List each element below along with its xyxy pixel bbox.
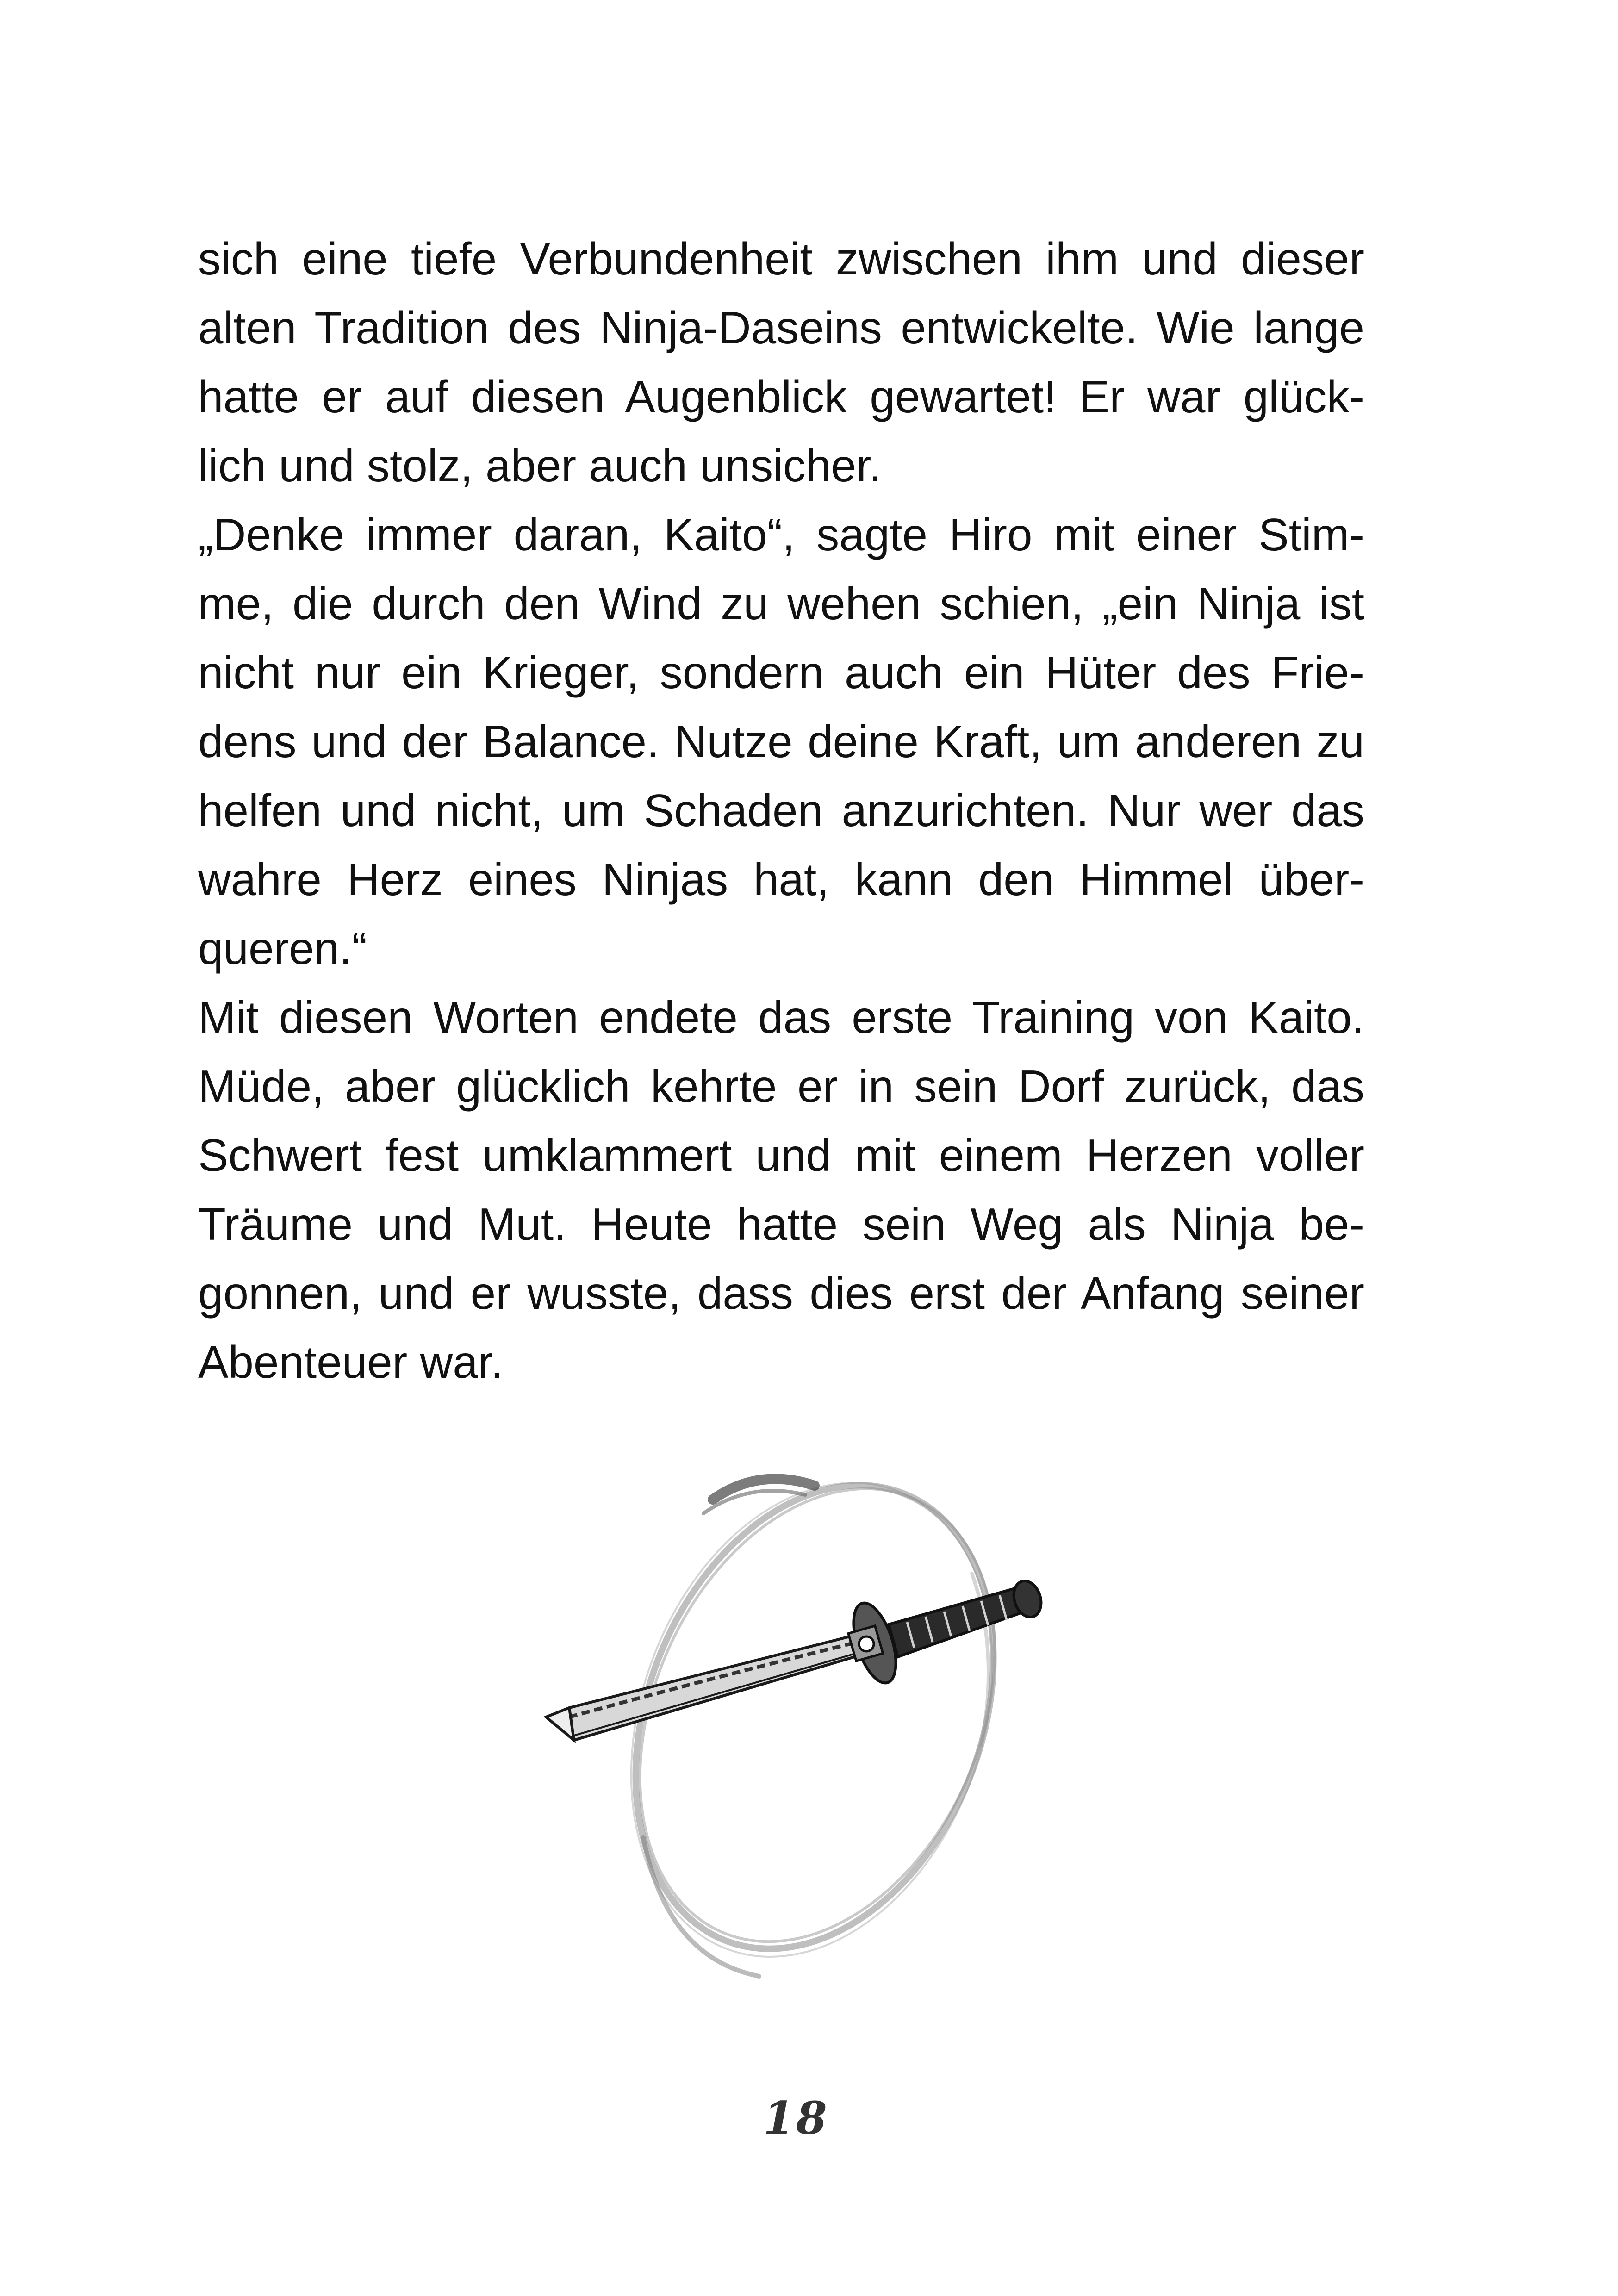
- text-line: lich und stolz, aber auch unsicher.: [198, 440, 882, 491]
- tsuka-handle: [889, 1587, 1027, 1657]
- text-line: Mit diesen Worten endete das erste Training von Kaito.: [198, 992, 1364, 1043]
- katana-sword-icon: [518, 1458, 1101, 2013]
- text-line: wahre Herz eines Ninjas hat, kann den Himmel über-: [198, 854, 1364, 905]
- body-text: [198, 224, 1364, 1397]
- text-line: sich eine tiefe Verbundenheit zwischen ihm und dieser: [198, 233, 1364, 284]
- katana-illustration: [518, 1458, 1101, 2013]
- text-line: alten Tradition des Ninja-Daseins entwickelte. Wie lange: [198, 302, 1364, 353]
- text-line: Müde, aber glücklich kehrte er in sein Dorf zurück, das: [198, 1061, 1364, 1112]
- text-line: helfen und nicht, um Schaden anzurichten. Nur wer das: [198, 785, 1364, 836]
- page-number: 18: [763, 2092, 829, 2144]
- text-line: dens und der Balance. Nutze deine Kraft, um anderen zu: [198, 716, 1364, 767]
- text-line: gonnen, und er wusste, dass dies erst der Anfang seiner: [198, 1268, 1364, 1319]
- text-line: Schwert fest umklammert und mit einem Herzen voller: [198, 1130, 1364, 1181]
- brush-circle: [568, 1458, 1063, 2008]
- text-line: Abenteuer war.: [198, 1337, 504, 1388]
- text-line: queren.“: [198, 923, 367, 974]
- text-line: hatte er auf diesen Augenblick gewartet! Er war glück-: [198, 371, 1364, 422]
- text-line: nicht nur ein Krieger, sondern auch ein Hüter des Frie-: [198, 647, 1364, 698]
- text-line: Träume und Mut. Heute hatte sein Weg als Ninja be-: [198, 1199, 1364, 1250]
- text-line: „Denke immer daran, Kaito“, sagte Hiro mit einer Stim-: [198, 509, 1364, 560]
- katana: [546, 1577, 1045, 1740]
- text-line: me, die durch den Wind zu wehen schien, „ein Ninja ist: [198, 578, 1364, 629]
